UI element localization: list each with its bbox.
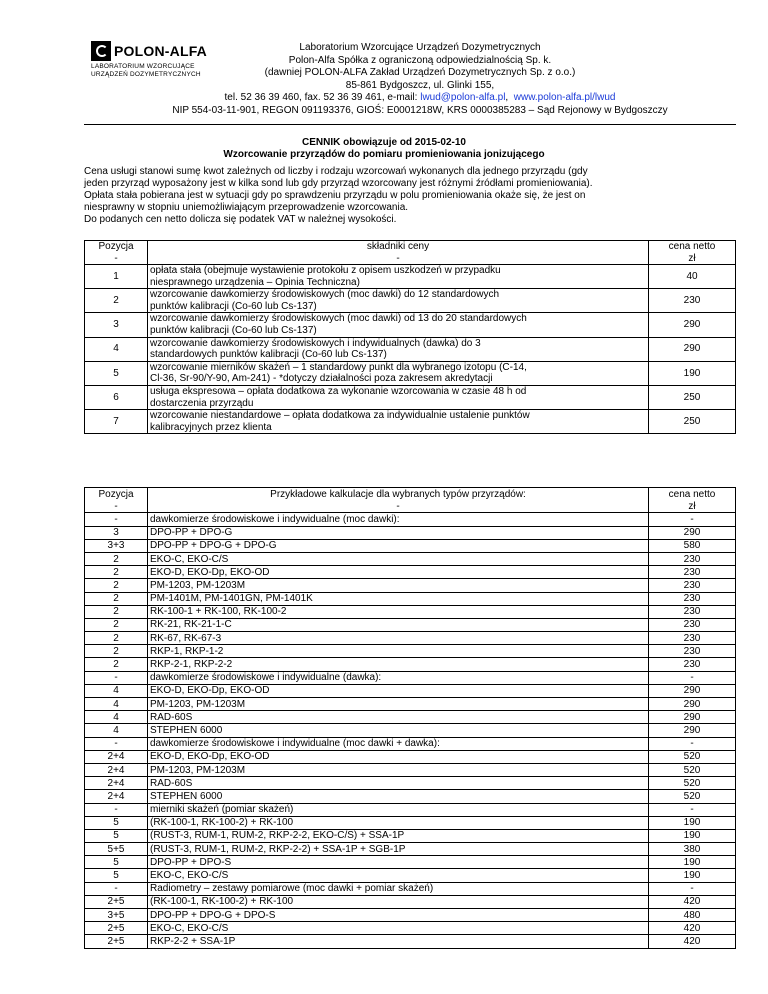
header-components: składniki ceny bbox=[148, 241, 649, 253]
row-device: RKP-2-2 + SSA-1P bbox=[148, 935, 649, 948]
table-row bbox=[85, 513, 736, 526]
row-device: RAD-60S bbox=[148, 711, 649, 724]
row-price: 230 bbox=[649, 552, 736, 565]
row-position: 4 bbox=[85, 698, 148, 711]
row-price: 290 bbox=[649, 526, 736, 539]
table-row bbox=[85, 592, 736, 605]
table-row bbox=[85, 684, 736, 697]
table-row bbox=[85, 337, 736, 361]
row-price: 420 bbox=[649, 895, 736, 908]
row-price: - bbox=[649, 671, 736, 684]
row-device: dawkomierze środowiskowe i indywidualne (moc dawki): bbox=[148, 513, 649, 526]
row-position: 2 bbox=[85, 289, 148, 313]
table-row bbox=[85, 605, 736, 618]
pricelist-title: CENNIK obowiązuje od 2015-02-10 bbox=[302, 137, 466, 148]
row-description bbox=[148, 265, 649, 289]
table-row bbox=[85, 803, 736, 816]
row-position: 5 bbox=[85, 829, 148, 842]
row-position: 5 bbox=[85, 869, 148, 882]
row-price: 520 bbox=[649, 763, 736, 776]
row-device: PM-1401M, PM-1401GN, PM-1401K bbox=[148, 592, 649, 605]
description-line: dostarczenia przyrządu bbox=[150, 397, 254, 409]
table-header-row bbox=[85, 488, 736, 501]
row-device: DPO-PP + DPO-G + DPO-G bbox=[148, 539, 649, 552]
row-description bbox=[148, 337, 649, 361]
row-price: 190 bbox=[649, 361, 736, 385]
row-price: 290 bbox=[649, 724, 736, 737]
row-position: 2 bbox=[85, 658, 148, 671]
row-device: STEPHEN 6000 bbox=[148, 790, 649, 803]
row-device: RKP-2-1, RKP-2-2 bbox=[148, 658, 649, 671]
row-description bbox=[148, 313, 649, 337]
row-position: 3+3 bbox=[85, 539, 148, 552]
intro-line: Opłata stała pobierana jest w sytuacji gdy po sprawdzeniu przyrządu w polu promieniowania okaże się, że jest on bbox=[84, 189, 586, 201]
row-device: RAD-60S bbox=[148, 777, 649, 790]
row-description bbox=[148, 385, 649, 409]
row-price: 520 bbox=[649, 790, 736, 803]
table-row bbox=[85, 724, 736, 737]
row-device: PM-1203, PM-1203M bbox=[148, 763, 649, 776]
row-device: EKO-C, EKO-C/S bbox=[148, 552, 649, 565]
table-row bbox=[85, 882, 736, 895]
description-line: standardowych punktów kalibracji (Co-60 lub Cs-137) bbox=[150, 349, 387, 361]
email-link[interactable]: lwud@polon-alfa.pl bbox=[420, 92, 506, 104]
row-position: 5 bbox=[85, 361, 148, 385]
row-position: 2 bbox=[85, 566, 148, 579]
row-device: dawkomierze środowiskowe i indywidualne (moc dawki + dawka): bbox=[148, 737, 649, 750]
row-description bbox=[148, 289, 649, 313]
table-row bbox=[85, 658, 736, 671]
row-device: EKO-D, EKO-Dp, EKO-OD bbox=[148, 750, 649, 763]
row-position: 2+4 bbox=[85, 790, 148, 803]
website-link[interactable]: www.polon-alfa.pl/lwud bbox=[513, 92, 616, 104]
table-row bbox=[85, 790, 736, 803]
row-price: 480 bbox=[649, 909, 736, 922]
row-position: 2 bbox=[85, 618, 148, 631]
intro-line: niesprawny w stopniu uniemożliwiającym przeprowadzenie wzorcowania. bbox=[84, 201, 409, 213]
contact-separator: , bbox=[505, 92, 514, 104]
pricelist-subtitle: Wzorcowanie przyrządów do pomiaru promieniowania jonizującego bbox=[223, 149, 545, 160]
address: 85-861 Bydgoszcz, ul. Glinki 155, bbox=[345, 79, 495, 91]
row-position: 4 bbox=[85, 711, 148, 724]
description-line: opłata stała (obejmuje wystawienie protokołu z opisem uszkodzeń w przypadku bbox=[150, 265, 501, 276]
row-price: 40 bbox=[649, 265, 736, 289]
row-device: DPO-PP + DPO-G bbox=[148, 526, 649, 539]
row-position: 2+4 bbox=[85, 777, 148, 790]
intro-line: Cena usługi stanowi sumę kwot zależnych od liczby i rodzaju wzorcowań wykonanych dla jednego przyrządu (gdy bbox=[84, 166, 588, 177]
row-device: PM-1203, PM-1203M bbox=[148, 698, 649, 711]
row-position: 2+4 bbox=[85, 750, 148, 763]
lab-name: Laboratorium Wzorcujące Urządzeń Dozymetrycznych bbox=[299, 42, 541, 53]
description-line: wzorcowanie dawkomierzy środowiskowych (moc dawki) do 12 standardowych bbox=[150, 289, 500, 301]
row-position: - bbox=[85, 803, 148, 816]
row-position: 5 bbox=[85, 816, 148, 829]
logo-subtitle-1: LABORATORIUM WZORCUJĄCE bbox=[91, 63, 195, 70]
row-position: 7 bbox=[85, 410, 148, 434]
table-row bbox=[85, 410, 736, 434]
example-calculations-table bbox=[84, 487, 736, 949]
table-row bbox=[85, 711, 736, 724]
table-row bbox=[85, 632, 736, 645]
description-line: niesprawnego urządzenia – Opinia Techniczna) bbox=[150, 276, 360, 288]
description-line: Cl-36, Sr-90/Y-90, Am-241) - *dotyczy działalności poza zakresem akredytacji bbox=[150, 373, 493, 385]
row-position: 3 bbox=[85, 526, 148, 539]
table-row bbox=[85, 895, 736, 908]
row-price: 190 bbox=[649, 816, 736, 829]
subheader-position: - bbox=[85, 253, 148, 265]
row-device: DPO-PP + DPO-G + DPO-S bbox=[148, 909, 649, 922]
header-position: Pozycja bbox=[85, 488, 148, 501]
header-examples: Przykładowe kalkulacje dla wybranych typów przyrządów: bbox=[148, 488, 649, 501]
table-row bbox=[85, 566, 736, 579]
row-description bbox=[148, 410, 649, 434]
company-name: Polon-Alfa Spółka z ograniczoną odpowiedzialnością Sp. k. bbox=[288, 54, 552, 66]
registry-info: NIP 554-03-11-901, REGON 091193376, GIOŚ: E0001218W, KRS 0000385283 – Sąd Rejonowy w Bydgoszczy bbox=[172, 104, 668, 116]
row-position: 4 bbox=[85, 337, 148, 361]
row-price: 520 bbox=[649, 777, 736, 790]
row-description bbox=[148, 361, 649, 385]
row-device: (RUST-3, RUM-1, RUM-2, RKP-2-2) + SSA-1P + SGB-1P bbox=[148, 843, 649, 856]
row-price: 290 bbox=[649, 684, 736, 697]
description-line: kalibracyjnych przez klienta bbox=[150, 421, 272, 433]
row-price: 250 bbox=[649, 385, 736, 409]
row-price: 190 bbox=[649, 856, 736, 869]
row-device: dawkomierze środowiskowe i indywidualne (dawka): bbox=[148, 671, 649, 684]
row-position: 2 bbox=[85, 552, 148, 565]
row-price: 230 bbox=[649, 579, 736, 592]
table-row bbox=[85, 763, 736, 776]
row-price: 520 bbox=[649, 750, 736, 763]
row-position: 2+5 bbox=[85, 922, 148, 935]
row-position: 2 bbox=[85, 579, 148, 592]
row-price: 290 bbox=[649, 313, 736, 337]
row-device: PM-1203, PM-1203M bbox=[148, 579, 649, 592]
subheader-currency: zł bbox=[649, 253, 736, 265]
table-row bbox=[85, 579, 736, 592]
row-position: 2 bbox=[85, 605, 148, 618]
row-position: 2 bbox=[85, 645, 148, 658]
row-device: Radiometry – zestawy pomiarowe (moc dawki + pomiar skażeń) bbox=[148, 882, 649, 895]
row-price: 290 bbox=[649, 698, 736, 711]
row-position: - bbox=[85, 500, 148, 513]
row-price: 420 bbox=[649, 935, 736, 948]
header-position: Pozycja bbox=[85, 241, 148, 253]
table-row bbox=[85, 618, 736, 631]
table-row bbox=[85, 698, 736, 711]
table-row bbox=[85, 777, 736, 790]
row-position: 4 bbox=[85, 724, 148, 737]
table-row bbox=[85, 750, 736, 763]
row-price: - bbox=[649, 882, 736, 895]
table-row bbox=[85, 909, 736, 922]
row-position: 3 bbox=[85, 313, 148, 337]
table-row bbox=[85, 385, 736, 409]
row-price: 230 bbox=[649, 566, 736, 579]
table-row bbox=[85, 539, 736, 552]
row-price: - bbox=[649, 803, 736, 816]
row-position: - bbox=[85, 882, 148, 895]
row-price: 380 bbox=[649, 843, 736, 856]
table-row bbox=[85, 671, 736, 684]
row-device: RK-21, RK-21-1-C bbox=[148, 618, 649, 631]
letterhead bbox=[100, 42, 740, 118]
row-device: (RUST-3, RUM-1, RUM-2, RKP-2-2, EKO-C/S) + SSA-1P bbox=[148, 829, 649, 842]
table-row bbox=[85, 645, 736, 658]
table-row bbox=[85, 737, 736, 750]
header-divider bbox=[84, 124, 736, 125]
table-row bbox=[85, 289, 736, 313]
contact-phones: tel. 52 36 39 460, fax. 52 36 39 461, e-mail: bbox=[224, 92, 421, 104]
row-price: 230 bbox=[649, 592, 736, 605]
row-device: EKO-C, EKO-C/S bbox=[148, 869, 649, 882]
row-price: 230 bbox=[649, 632, 736, 645]
table-row bbox=[85, 526, 736, 539]
table-row bbox=[85, 843, 736, 856]
intro-line: jeden przyrząd wyposażony jest w kilka sond lub gdy przyrząd wzorcowany jest różnymi źródłami promieniowania). bbox=[84, 177, 593, 189]
row-price: 190 bbox=[649, 869, 736, 882]
description-line: usługa ekspresowa – opłata dodatkowa za wykonanie wzorcowania w czasie 48 h od bbox=[150, 385, 527, 397]
table-row bbox=[85, 500, 736, 513]
row-position: 2 bbox=[85, 632, 148, 645]
contact-line bbox=[100, 92, 740, 105]
table-row bbox=[85, 552, 736, 565]
row-price: 290 bbox=[649, 711, 736, 724]
former-name: (dawniej POLON-ALFA Zakład Urządzeń Dozymetrycznych Sp. z o.o.) bbox=[264, 67, 576, 79]
description-line: punktów kalibracji (Co-60 lub Cs-137) bbox=[150, 300, 317, 312]
row-device: RKP-1, RKP-1-2 bbox=[148, 645, 649, 658]
description-line: wzorcowanie dawkomierzy środowiskowych (moc dawki) od 13 do 20 standardowych bbox=[150, 313, 527, 325]
table-row bbox=[85, 816, 736, 829]
table-row bbox=[85, 922, 736, 935]
table-row bbox=[85, 829, 736, 842]
row-position: 2+5 bbox=[85, 895, 148, 908]
row-price: 580 bbox=[649, 539, 736, 552]
table-subheader-row bbox=[85, 253, 736, 265]
row-device: STEPHEN 6000 bbox=[148, 724, 649, 737]
table-row bbox=[85, 856, 736, 869]
row-device: EKO-D, EKO-Dp, EKO-OD bbox=[148, 566, 649, 579]
row-price: - bbox=[649, 513, 736, 526]
row-position: 3+5 bbox=[85, 909, 148, 922]
row-price: 250 bbox=[649, 410, 736, 434]
row-position: 2+5 bbox=[85, 935, 148, 948]
row-device: EKO-D, EKO-Dp, EKO-OD bbox=[148, 684, 649, 697]
subheader-components: - bbox=[148, 253, 649, 265]
row-position: 6 bbox=[85, 385, 148, 409]
row-price: - bbox=[649, 737, 736, 750]
row-price: 420 bbox=[649, 922, 736, 935]
row-position: 1 bbox=[85, 265, 148, 289]
row-device: (RK-100-1, RK-100-2) + RK-100 bbox=[148, 895, 649, 908]
row-device: (RK-100-1, RK-100-2) + RK-100 bbox=[148, 816, 649, 829]
row-price: 230 bbox=[649, 658, 736, 671]
row-position: - bbox=[85, 671, 148, 684]
table-row bbox=[85, 361, 736, 385]
row-position: 2+4 bbox=[85, 763, 148, 776]
row-device: RK-67, RK-67-3 bbox=[148, 632, 649, 645]
row-position: 2 bbox=[85, 592, 148, 605]
row-device: RK-100-1 + RK-100, RK-100-2 bbox=[148, 605, 649, 618]
row-position: - bbox=[85, 737, 148, 750]
price-components-table bbox=[84, 240, 736, 434]
table-row bbox=[85, 313, 736, 337]
row-device: mierniki skażeń (pomiar skażeń) bbox=[148, 803, 649, 816]
description-line: wzorcowanie dawkomierzy środowiskowych i indywidualnych (dawka) do 3 bbox=[150, 337, 481, 349]
row-price: 230 bbox=[649, 618, 736, 631]
row-price: zł bbox=[649, 500, 736, 513]
row-price: 230 bbox=[649, 605, 736, 618]
logo-name: POLON-ALFA bbox=[114, 43, 207, 59]
row-price: 190 bbox=[649, 829, 736, 842]
row-price: 230 bbox=[649, 645, 736, 658]
description-line: punktów kalibracji (Co-60 lub Cs-137) bbox=[150, 324, 317, 336]
table-row bbox=[85, 935, 736, 948]
row-price: 290 bbox=[649, 337, 736, 361]
description-line: wzorcowanie niestandardowe – opłata dodatkowa za indywidualnie ustalenie punktów bbox=[150, 410, 530, 422]
row-position: 4 bbox=[85, 684, 148, 697]
table-row bbox=[85, 265, 736, 289]
description-line: wzorcowanie mierników skażeń – 1 standardowy punkt dla wybranego izotopu (C-14, bbox=[150, 361, 527, 373]
row-device: EKO-C, EKO-C/S bbox=[148, 922, 649, 935]
row-device: - bbox=[148, 500, 649, 513]
row-position: 5+5 bbox=[85, 843, 148, 856]
intro-line: Do podanych cen netto dolicza się podatek VAT w należnej wysokości. bbox=[84, 213, 397, 225]
logo-subtitle-2: URZĄDZEŃ DOZYMETRYCZNYCH bbox=[91, 71, 201, 78]
table-header-row bbox=[85, 241, 736, 253]
intro-paragraph bbox=[84, 166, 704, 226]
row-price: 230 bbox=[649, 289, 736, 313]
header-net-price: cena netto bbox=[649, 241, 736, 253]
row-device: DPO-PP + DPO-S bbox=[148, 856, 649, 869]
table-row bbox=[85, 869, 736, 882]
row-position: 5 bbox=[85, 856, 148, 869]
row-position: - bbox=[85, 513, 148, 526]
header-net-price: cena netto bbox=[649, 488, 736, 501]
